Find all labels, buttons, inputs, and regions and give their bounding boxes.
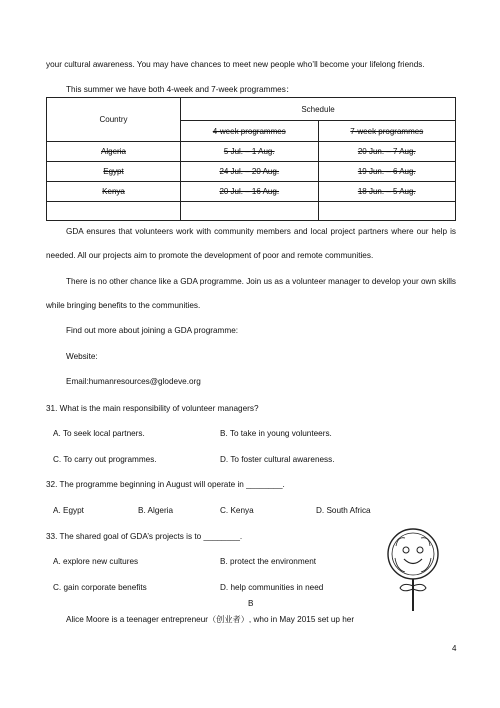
table-row — [47, 182, 456, 202]
gda-paragraph-line2: needed. All our projects aim to promote the development of poor and remote communities. — [46, 251, 374, 260]
schedule-table — [46, 97, 456, 221]
question-33-stem: 33. The shared goal of GDA’s projects is to ________. — [46, 532, 243, 541]
country-header: Country — [47, 98, 181, 142]
website-label: Website: — [66, 352, 98, 361]
email-line: Email:humanresources@glodeve.org — [66, 377, 201, 386]
row-7week: 19 Jun. – 6 Aug. — [318, 162, 456, 182]
q31-option-a[interactable]: A. To seek local partners. — [53, 429, 145, 438]
chance-paragraph-line1: There is no other chance like a GDA programme. Join us as a volunteer manager to develop your own skills — [66, 277, 457, 286]
row-7week: 18 Jun. – 5 Aug. — [318, 182, 456, 202]
q31-option-c[interactable]: C. To carry out programmes. — [53, 455, 157, 464]
row-4week: 20 Jul. – 16 Aug. — [181, 182, 319, 202]
col-7week-header: 7-week programmes — [318, 121, 456, 142]
row-7week: 20 Jun. – 7 Aug. — [318, 142, 456, 162]
q31-option-d[interactable]: D. To foster cultural awareness. — [220, 455, 335, 464]
row-country: Algeria — [47, 142, 181, 162]
chance-paragraph-line2: while bringing benefits to the communities. — [46, 301, 201, 310]
q31-option-b[interactable]: B. To take in young volunteers. — [220, 429, 332, 438]
row-country: Kenya — [47, 182, 181, 202]
q33-option-a[interactable]: A. explore new cultures — [53, 557, 139, 566]
q33-option-d[interactable]: D. help communities in need — [220, 583, 324, 592]
row-4week: 5 Jul. – 1 Aug. — [181, 142, 319, 162]
schedule-header: Schedule — [181, 98, 456, 121]
passage-b-first-line: Alice Moore is a teenager entrepreneur（创业者）, who in May 2015 set up her — [66, 615, 355, 624]
gda-paragraph-line1: GDA ensures that volunteers work with community members and local project partners where our help is — [66, 227, 456, 236]
q33-option-c[interactable]: C. gain corporate benefits — [53, 583, 147, 592]
intro-paragraph-tail: your cultural awareness. You may have chances to meet new people who’ll become your lifelong friends. — [46, 60, 425, 69]
q32-option-a[interactable]: A. Egypt — [53, 506, 84, 515]
page-number: 4 — [452, 644, 457, 653]
table-intro: This summer we have both 4-week and 7-week programmes： — [66, 85, 294, 94]
question-31-stem: 31. What is the main responsibility of volunteer managers? — [46, 404, 259, 413]
table-row — [47, 162, 456, 182]
q33-option-b[interactable]: B. protect the environment — [220, 557, 317, 566]
q32-option-c[interactable]: C. Kenya — [220, 506, 254, 515]
row-4week: 24 Jul. – 20 Aug. — [181, 162, 319, 182]
question-32-stem: 32. The programme beginning in August will operate in ________. — [46, 480, 285, 489]
lollipop-illustration — [383, 526, 443, 616]
col-4week-header: 4-week programmes — [181, 121, 319, 142]
section-b-heading: B — [248, 599, 254, 608]
q32-option-d[interactable]: D. South Africa — [316, 506, 371, 515]
q32-option-b[interactable]: B. Algeria — [138, 506, 174, 515]
find-out-line: Find out more about joining a GDA programme: — [66, 326, 239, 335]
table-row — [47, 142, 456, 162]
row-country: Egypt — [47, 162, 181, 182]
